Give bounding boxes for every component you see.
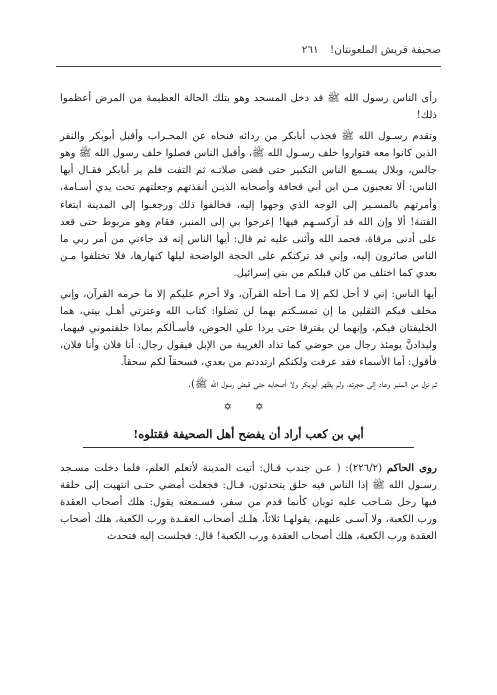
paragraph-1: رأى الناس رسول الله ﷺ قد دخل المسجد وهو بتلك الحالة العظيمة من المرض أعظموا ذلك! xyxy=(60,93,437,122)
paragraph-4: ثم نزل من المنبر وعاد إلى حجرته، ولم يظهر أبوبكر ولا أصحابه حتى قبض رسول الله ﷺ). xyxy=(187,378,437,390)
header-divider xyxy=(56,66,441,67)
header-title: صحيفة قريش الملعونتان! xyxy=(330,44,441,56)
paragraph-5 xyxy=(60,460,437,545)
page-body xyxy=(60,90,437,545)
paragraph-5-lead: روى الحاكم xyxy=(386,461,437,474)
paragraph-2: وتقدم رسـول الله ﷺ فجذب أبابكر من ردائه فنحاه عن المحـراب وأقبل أبوبكر والنفر الذين كانوا معه فتواروا خلف رسـول الله ﷺ، وأقبل الناس فصلوا خلف رسول الله ﷺ وهو جالس، وبلال يسـمع الناس التكبير حتى قضى صلاتـه ثم التفت فلم ير أبابكر فقـال أيها الناس: ألا تعجبون مـن ابن أبي قحافة وأصحابه الذيـن أنفذتهم وجعلتهم تحت يدي أسـامة، وأمرتهم بالمسـير إلى الوجه الذي وجهوا إليه، فخالفوا ذلك ورجعـوا إلى المدينة ابتغاء الفتنة! ألا وإن الله قد أركسـهم فيها! إعرجوا بي إلى المنبر، فقام وهو مربوط حتى قعد على أدنى مرقاة، فحمد الله وأثنى عليه ثم قال: أيها الناس إنه قد جاءني من أمر ربي ما الناس صائرون إليه، وإني قد تركتكم على الحجة الواضحة ليلها كنهارها، فلا تختلفوا مـن بعدي كما اختلف من كان قبلكم من بني إسرائيل. xyxy=(60,131,437,279)
page-number: ٢٦١ xyxy=(301,44,319,56)
paragraph-5-text: (٢٢٦/٢): ( عـن جندب قـال: أتيت المدينة لأتعلم العلم، فلما دخلت مسـجد رسـول الله ﷺ إذا الناس فيه حلق يتحدثون، قـال: فجعلت أمضي حتـى انتهيت إلى حلقة فيها رجل شـاحب عليه ثوبان كأنما قدم من سفر، فسـمعته يقول: هلك أصحاب العقدة ورب الكعبة، ولا آسـى عليهم، يقولهـا ثلاثاً، هلـك أصحاب العقـدة ورب الكعبة، هلك أصحاب العقدة ورب الكعبة، هلك أصحاب العقدة ورب الكعبة! قال: فجلست إليه فتحدث xyxy=(60,462,437,543)
running-header xyxy=(56,44,441,56)
paragraph-3: أيها الناس: إني لا أحل لكم إلا مـا أحله القرآن، ولا أحرم عليكم إلا ما حرمه القرآن، وإني مخلف فيكم الثقلين ما إن تمسـكتم بهما لن تضلوا: كتاب الله وعترتي أهـل بيتي، هما الخليفتان فيكم، وإنهما لن يفترقا حتى يردا علي الحوض، فأسـألكم بماذا خلفتموني فيهما، وليذادنَّ يومئذ رجال من حوضي كما تذاد الغريبة من الإبل فيقول رجال: أنا فلان وأنا فلان، فأقول: أما الأسماء فقد عرفت ولكنكم ارتددتم من بعدي، فسحقاً لكم سحقاً. xyxy=(60,289,437,369)
section-separator-stars: ✡ ✡ xyxy=(223,401,274,413)
section-heading: أبي بن كعب أراد أن يفضح أهل الصحيفة فقتلوه! xyxy=(83,426,415,448)
